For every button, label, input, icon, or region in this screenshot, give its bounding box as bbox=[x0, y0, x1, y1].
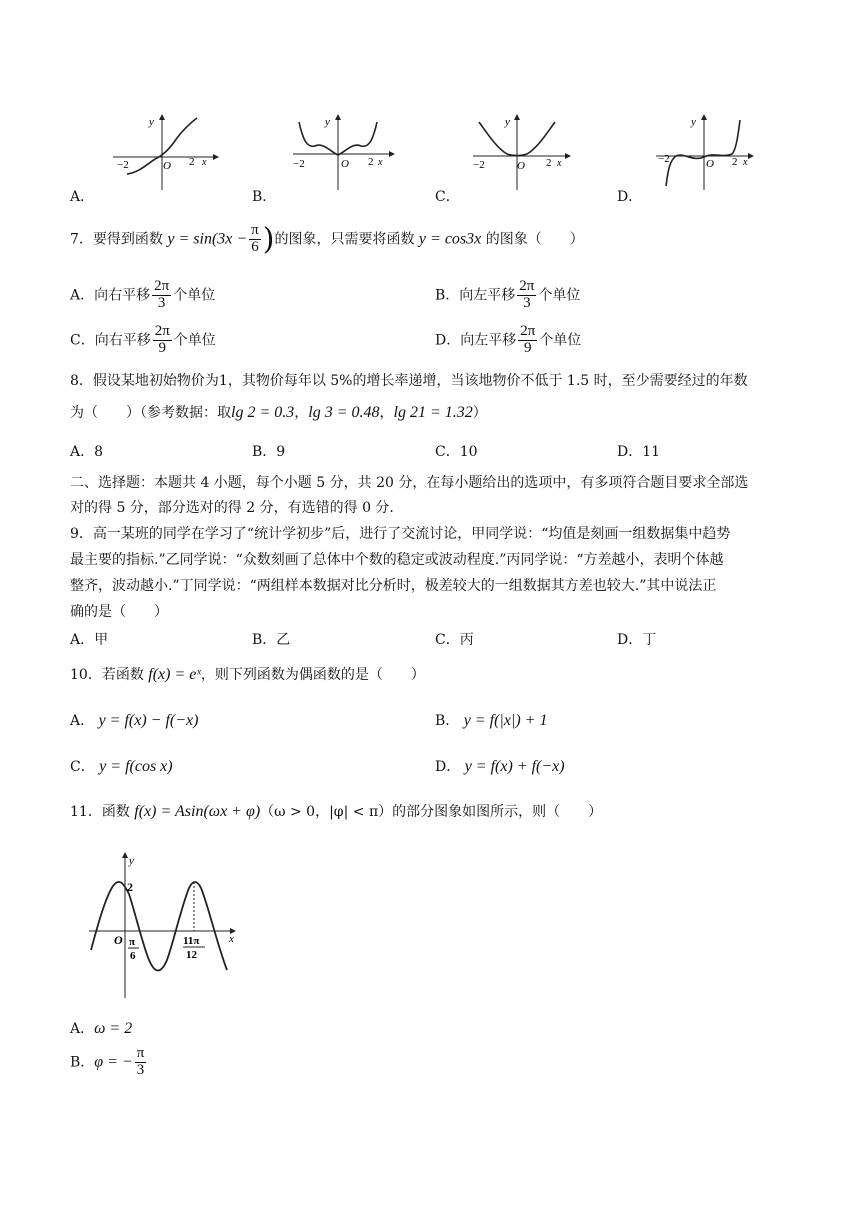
frac-num: π bbox=[251, 222, 259, 239]
option-pre: 向右平移 bbox=[94, 287, 151, 304]
option-letter: B． bbox=[70, 1054, 95, 1071]
y-label: y bbox=[505, 116, 510, 128]
section2-line2: 对的得 5 分，部分选对的得 2 分，有选错的得 0 分. bbox=[70, 500, 394, 516]
q9-option-c: C．丙 bbox=[435, 632, 474, 648]
option-pre: 向左平移 bbox=[459, 287, 516, 304]
q10-option-c bbox=[70, 756, 173, 776]
section2-line1: 二、选择题：本题共 4 小题，每个小题 5 分，共 20 分，在每小题给出的选项中，有多项符合题目要求全部选 bbox=[70, 475, 749, 491]
option-letter: C． bbox=[70, 759, 95, 775]
q10-option-a bbox=[70, 710, 198, 730]
frac-den: 3 bbox=[157, 294, 166, 311]
x-arrow-icon bbox=[213, 154, 219, 160]
q7-option-c bbox=[70, 324, 216, 357]
option-post: 个单位 bbox=[173, 332, 216, 349]
q9-option-b: B．乙 bbox=[252, 632, 291, 648]
q11-stem bbox=[70, 801, 602, 821]
option-expr: y = f(x) + f(−x) bbox=[464, 758, 565, 775]
frac-den: 3 bbox=[523, 294, 531, 311]
close-paren: ) bbox=[262, 222, 275, 257]
origin-label: O bbox=[163, 160, 171, 172]
q8-option-b: B．9 bbox=[252, 444, 286, 460]
pi-label: π bbox=[129, 936, 136, 948]
q7-option-a bbox=[70, 279, 215, 312]
frac-num: 2π bbox=[519, 278, 535, 294]
option-letter: A． bbox=[70, 1021, 95, 1037]
option-letter: C． bbox=[70, 332, 95, 349]
neg2-label: −2 bbox=[293, 158, 305, 170]
q6-option-d: D． bbox=[617, 189, 643, 205]
option-frac bbox=[517, 279, 536, 312]
pos2-label: 2 bbox=[732, 156, 738, 168]
y-arrow-icon bbox=[122, 852, 128, 858]
frac-den: 6 bbox=[251, 239, 259, 255]
q10-text-after: ，则下列函数为偶函数的是（ ） bbox=[200, 667, 425, 683]
q11-option-b bbox=[70, 1046, 148, 1079]
x-label: x bbox=[743, 157, 748, 168]
q10-option-d bbox=[435, 756, 565, 776]
option-pre: 向左平移 bbox=[460, 332, 517, 349]
frac-num: 2π bbox=[520, 323, 536, 339]
y-arrow-icon bbox=[335, 114, 341, 120]
y-label: y bbox=[129, 855, 134, 867]
x-arrow-icon bbox=[748, 153, 754, 159]
q8-line1: 8．假设某地初始物价为1，其物价每年以 5%的增长率递增，当该地物价不低于 1.5 时，至少需要经过的年数 bbox=[70, 373, 748, 389]
q6-option-a: A． bbox=[70, 189, 95, 205]
elevenpi-label: 11π bbox=[183, 935, 200, 947]
frac-den: 9 bbox=[158, 339, 166, 356]
q8-lg21: lg 21 = 1.32 bbox=[393, 404, 473, 421]
q7-pi-over-6 bbox=[249, 223, 261, 256]
q10-func: f(x) = eˣ bbox=[148, 666, 201, 683]
option-expr: ω = 2 bbox=[94, 1020, 133, 1037]
q8-lg2: lg 2 = 0.3 bbox=[231, 404, 295, 421]
two-label: 2 bbox=[127, 880, 133, 894]
x-arrow-icon bbox=[565, 153, 571, 159]
frac-den: 9 bbox=[524, 339, 532, 356]
y-label: y bbox=[325, 116, 330, 128]
q10-number: 10．若函数 bbox=[70, 667, 144, 683]
option-expr: y = f(x) − f(−x) bbox=[98, 712, 199, 729]
q9-line4: 确的是（ ） bbox=[70, 604, 168, 620]
x-label: x bbox=[378, 157, 383, 168]
x-arrow-icon bbox=[389, 151, 395, 157]
q7-stem bbox=[70, 222, 584, 257]
q6-option-c: C． bbox=[435, 189, 460, 205]
q7-text-mid: 的图象，只需要将函数 bbox=[274, 231, 415, 248]
neg2-label: −2 bbox=[473, 159, 485, 171]
option-expr: y = f(cos x) bbox=[99, 758, 173, 775]
q11-text-after: 的部分图象如图所示，则（ ） bbox=[392, 804, 603, 820]
q8-lg3: lg 3 = 0.48 bbox=[308, 404, 380, 421]
option-letter: D． bbox=[435, 759, 461, 775]
q8-line2-text: 为（ ）（参考数据：取 bbox=[70, 405, 231, 421]
q10-option-b bbox=[435, 710, 547, 730]
x-label: x bbox=[229, 933, 234, 945]
neg2-label: −2 bbox=[117, 159, 129, 171]
y-arrow-icon bbox=[701, 114, 707, 120]
option-expr: φ = − bbox=[94, 1053, 133, 1071]
q8-sep1: ， bbox=[294, 405, 309, 421]
option-letter: B． bbox=[435, 287, 460, 304]
x-label: x bbox=[557, 158, 562, 169]
option-letter: D． bbox=[435, 332, 461, 349]
option-frac bbox=[152, 279, 171, 312]
q7-option-d bbox=[435, 324, 581, 357]
x-label: x bbox=[202, 157, 207, 168]
q7-number: 7． bbox=[70, 231, 93, 248]
q8-option-d: D．11 bbox=[617, 444, 661, 460]
q8-line2-end: ） bbox=[472, 405, 487, 421]
y-arrow-icon bbox=[159, 114, 165, 120]
option-post: 个单位 bbox=[539, 332, 582, 349]
option-letter: A． bbox=[70, 287, 95, 304]
q6-option-b: B． bbox=[252, 189, 277, 205]
frac-den: 3 bbox=[136, 1061, 145, 1078]
y-label: y bbox=[691, 116, 696, 128]
q11-func: f(x) = Asin(ωx + φ) bbox=[134, 803, 261, 820]
q10-stem bbox=[70, 664, 425, 684]
curve bbox=[666, 120, 740, 186]
q8-sep2: ， bbox=[379, 405, 394, 421]
q9-line1: 9．高一某班的同学在学习了“统计学初步”后，进行了交流讨论，甲同学说：“均值是刻画一组数据集中趋势 bbox=[70, 526, 731, 542]
q9-line2: 最主要的指标.”乙同学说：“众数刻画了总体中个数的稳定或波动程度.”丙同学说：“方差越小，表明个体越 bbox=[70, 552, 724, 568]
q9-option-a: A．甲 bbox=[70, 632, 109, 648]
q9-option-d: D．丁 bbox=[617, 632, 657, 648]
pos2-label: 2 bbox=[368, 156, 374, 168]
q11-option-a bbox=[70, 1018, 132, 1038]
twelve-label: 12 bbox=[186, 949, 197, 961]
pos2-label: 2 bbox=[546, 157, 552, 169]
q7-func2: y = cos3x bbox=[418, 230, 482, 248]
option-letter: A． bbox=[70, 713, 95, 729]
q7-text-after: 的图象（ ） bbox=[485, 231, 584, 248]
q8-option-c: C．10 bbox=[435, 444, 478, 460]
q6-graph-d bbox=[648, 110, 768, 192]
neg2-label: −2 bbox=[658, 153, 670, 165]
option-post: 个单位 bbox=[173, 287, 216, 304]
origin-label: O bbox=[706, 158, 714, 170]
origin-label: O bbox=[114, 933, 123, 947]
q11-number: 11．函数 bbox=[70, 804, 130, 820]
q6-graph-a bbox=[105, 110, 225, 192]
frac-num: 2π bbox=[154, 323, 170, 339]
frac-num: 2π bbox=[154, 278, 170, 294]
q6-graph-b bbox=[285, 110, 405, 192]
frac-num: π bbox=[136, 1045, 145, 1061]
option-expr: y = f(|x|) + 1 bbox=[463, 712, 548, 729]
y-label: y bbox=[149, 116, 154, 128]
six-label: 6 bbox=[130, 950, 136, 962]
origin-label: O bbox=[517, 160, 525, 172]
q7-option-b bbox=[435, 279, 580, 312]
origin-label: O bbox=[341, 158, 349, 170]
q11-condition: （ω > 0，|φ| < π） bbox=[260, 804, 393, 820]
y-arrow-icon bbox=[514, 114, 520, 120]
q6-graph-c bbox=[465, 110, 585, 192]
option-frac bbox=[518, 324, 537, 357]
sine-curve bbox=[91, 882, 227, 971]
q8-option-a: A．8 bbox=[70, 444, 104, 460]
option-post: 个单位 bbox=[538, 287, 581, 304]
q8-line2 bbox=[70, 402, 487, 422]
q11-graph bbox=[85, 848, 250, 1003]
pos2-label: 2 bbox=[189, 156, 195, 168]
option-letter: B． bbox=[435, 713, 460, 729]
option-frac bbox=[153, 324, 172, 357]
q7-text-before: 要得到函数 bbox=[92, 231, 163, 248]
option-frac bbox=[135, 1046, 147, 1079]
q9-line3: 整齐，波动越小.”丁同学说：“两组样本数据对比分析时，极差较大的一组数据其方差也较大.”其中说法正 bbox=[70, 578, 717, 594]
option-pre: 向右平移 bbox=[94, 332, 151, 349]
q7-func1: y = sin(3x − bbox=[167, 230, 248, 248]
